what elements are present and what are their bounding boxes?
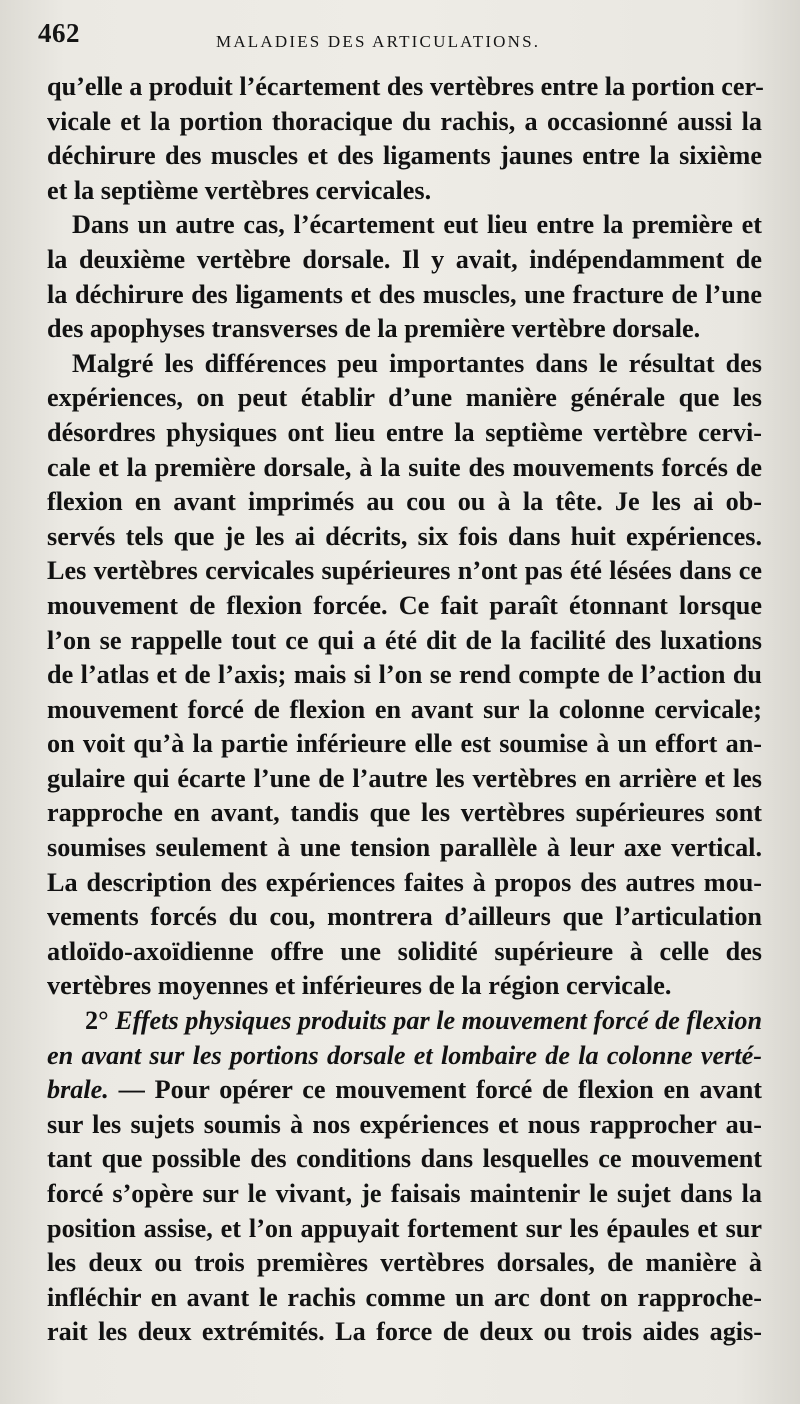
text-line: forcé s’opère sur le vivant, je faisais maintenir le sujet dans la: [47, 1179, 762, 1208]
section-text-start: — Pour opérer ce mouvement forcé de flexion en avant: [108, 1075, 762, 1105]
text-line: vements forcés du cou, montrera d’ailleurs que l’articulation: [47, 902, 762, 932]
text-line: des apophyses transverses de la première vertèbre dorsale.: [47, 314, 701, 344]
section-title-end: brale.: [47, 1075, 109, 1105]
text-line: Dans un autre cas, l’écartement eut lieu entre la première et: [72, 210, 762, 240]
text-line: Les vertèbres cervicales supérieures n’ont pas été lésées dans ce: [47, 556, 762, 586]
text-line: qu’elle a produit l’écartement des vertèbres entre la portion cer-: [47, 72, 764, 101]
text-line: expériences, on peut établir d’une manière générale que les: [47, 383, 762, 413]
text-line: vertèbres moyennes et inférieures de la région cervicale.: [47, 971, 672, 1001]
text-line: les deux ou trois premières vertèbres dorsales, de manière à: [47, 1248, 762, 1278]
text-line: atloïdo-axoïdienne offre une solidité supérieure à celle des: [47, 936, 762, 966]
text-line: mouvement de flexion forcée. Ce fait paraît étonnant lorsque: [47, 590, 762, 620]
text-line: rapproche en avant, tandis que les vertèbres supérieures sont: [47, 798, 762, 828]
text-line: cale et la première dorsale, à la suite des mouvements forcés de: [47, 452, 762, 482]
text-line: Malgré les différences peu importantes dans le résultat des: [72, 348, 762, 378]
running-head: MALADIES DES ARTICULATIONS.: [216, 32, 541, 51]
text-line: déchirure des muscles et des ligaments jaunes entre la sixième: [47, 141, 762, 171]
text-line: flexion en avant imprimés au cou ou à la tête. Je les ai ob-: [47, 487, 762, 517]
text-line: gulaire qui écarte l’une de l’autre les vertèbres en arrière et les: [47, 763, 762, 793]
page-number: 462: [38, 18, 80, 48]
text-line: mouvement forcé de flexion en avant sur la colonne cervicale;: [47, 694, 762, 724]
body-text: [47, 70, 762, 1350]
text-line: La description des expériences faites à propos des autres mou-: [47, 867, 762, 897]
text-line: l’on se rappelle tout ce qui a été dit de la facilité des luxations: [47, 625, 762, 655]
section-title-end-line: [47, 1073, 762, 1108]
text-line: et la septième vertèbres cervicales.: [47, 175, 432, 205]
section-title-part: Effets physiques produits par le mouvement forcé de flexion: [115, 1006, 763, 1036]
text-line: servés tels que je les ai décrits, six fois dans huit expériences.: [47, 521, 762, 551]
text-line: la déchirure des ligaments et des muscles, une fracture de l’une: [47, 279, 762, 309]
text-line: sur les sujets soumis à nos expériences et nous rapprocher au-: [47, 1109, 762, 1139]
text-line: on voit qu’à la partie inférieure elle est soumise à un effort an-: [47, 729, 762, 759]
text-line: de l’atlas et de l’axis; mais si l’on se rend compte de l’action du: [47, 660, 762, 690]
section-number: 2°: [85, 1006, 109, 1036]
text-line: position assise, et l’on appuyait fortement sur les épaules et sur: [47, 1213, 762, 1243]
section-title-line: en avant sur les portions dorsale et lombaire de la colonne verté-: [47, 1040, 762, 1070]
text-line: tant que possible des conditions dans lesquelles ce mouvement: [47, 1144, 762, 1174]
text-line: soumises seulement à une tension parallèle à leur axe vertical.: [47, 833, 762, 863]
text-line: infléchir en avant le rachis comme un arc dont on rapproche-: [47, 1282, 762, 1312]
text-line: désordres physiques ont lieu entre la septième vertèbre cervi-: [47, 417, 762, 447]
page-header: [38, 18, 770, 58]
section-heading-line: [47, 1004, 762, 1039]
text-line: rait les deux extrémités. La force de deux ou trois aides agis-: [47, 1317, 762, 1347]
text-line: vicale et la portion thoracique du rachis, a occasionné aussi la: [47, 106, 762, 136]
text-line: la deuxième vertèbre dorsale. Il y avait, indépendamment de: [47, 244, 762, 274]
